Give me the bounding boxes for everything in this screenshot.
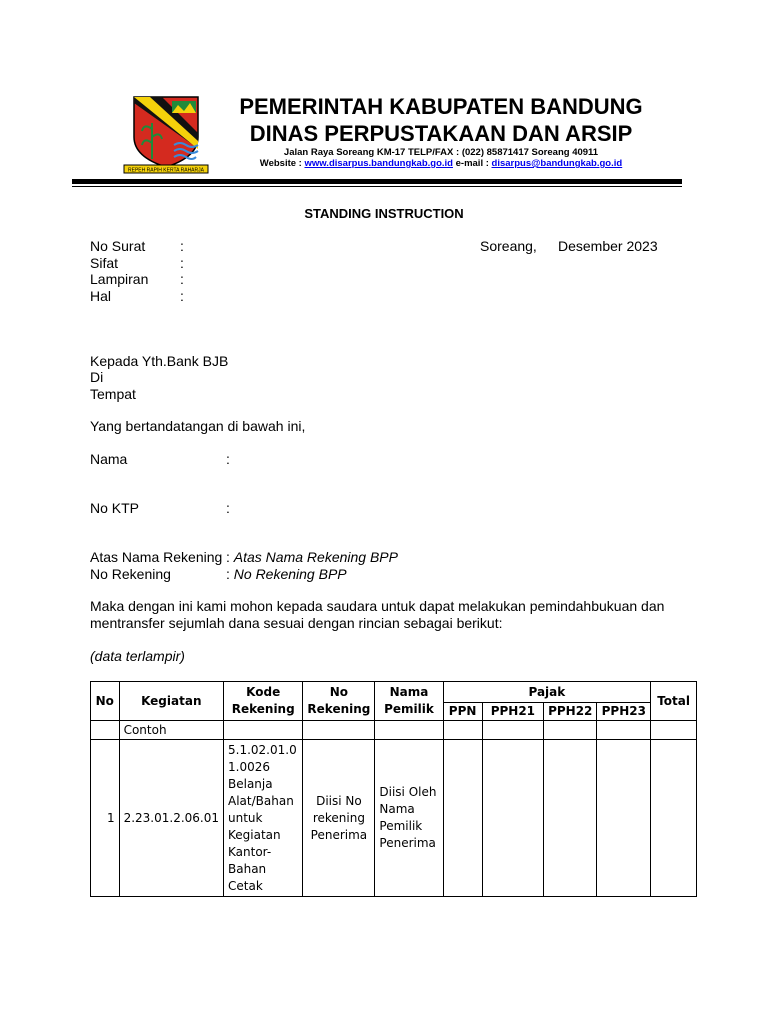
- col-header-pph22: PPH22: [544, 703, 597, 721]
- email-link[interactable]: disarpus@bandungkab.go.id: [491, 158, 623, 169]
- row-nama-pemilik: Diisi Oleh Nama Pemilik Penerima: [375, 740, 443, 897]
- col-header-kegiatan: Kegiatan: [119, 682, 223, 721]
- table-example-row: [91, 721, 697, 740]
- col-header-total: Total: [651, 682, 697, 721]
- website-link[interactable]: www.disarpus.bandungkab.go.id: [304, 158, 453, 169]
- atas-nama-colon: :: [226, 549, 230, 565]
- atas-nama-value: Atas Nama Rekening BPP: [233, 549, 398, 565]
- website-label: Website :: [259, 158, 305, 169]
- rincian-table: [90, 681, 697, 897]
- col-header-no-rekening: [303, 682, 375, 721]
- kode-line-1: Kode: [246, 685, 281, 699]
- row-pph22: [544, 740, 597, 897]
- ktp-label: No KTP: [90, 500, 140, 516]
- row-pph21: [482, 740, 543, 897]
- table-header-row-1: [91, 682, 697, 703]
- row-no: 1: [91, 740, 120, 897]
- no-rekening-row: [226, 566, 347, 583]
- row-kegiatan: 2.23.01.2.06.01: [119, 740, 223, 897]
- paragraph-line-2: mentransfer sejumlah dana sesuai dengan rincian sebagai berikut:: [90, 615, 503, 631]
- document-title: STANDING INSTRUCTION: [304, 206, 464, 221]
- header-divider-thick: [72, 179, 682, 184]
- no-rekening-label: No Rekening: [90, 566, 171, 582]
- example-label: Contoh: [119, 721, 223, 740]
- recipient-line-3: Tempat: [90, 386, 136, 402]
- lampiran-colon: :: [180, 271, 184, 287]
- letter-date: Desember 2023: [558, 238, 658, 254]
- col-header-no: No: [91, 682, 120, 721]
- kode-line-2: Rekening: [231, 702, 295, 716]
- logo-motto: REPEH RAPIH KERTA RAHARJA: [128, 167, 204, 174]
- hal-colon: :: [180, 288, 184, 304]
- atas-nama-row: [226, 549, 398, 566]
- letter-place: Soreang,: [480, 238, 537, 254]
- no-surat-colon: :: [180, 238, 184, 254]
- col-header-nama-pemilik: [375, 682, 443, 721]
- intro-text: Yang bertandatangan di bawah ini,: [90, 418, 306, 434]
- hal-label: Hal: [90, 288, 112, 304]
- nama-colon: :: [226, 451, 230, 467]
- col-header-kode-rekening: [224, 682, 303, 721]
- paragraph-line-1: Maka dengan ini kami mohon kepada saudara untuk dapat melakukan pemindahbukuan dan: [90, 598, 665, 614]
- nama-line-2: Pemilik: [384, 702, 434, 716]
- col-header-ppn: PPN: [443, 703, 482, 721]
- row-no-rekening: Diisi No rekening Penerima: [303, 740, 375, 897]
- col-header-pph23: PPH23: [597, 703, 651, 721]
- institution-contact: [218, 158, 664, 170]
- no-rekening-colon: :: [226, 566, 230, 582]
- institution-line-2: DINAS PERPUSTAKAAN DAN ARSIP: [249, 121, 633, 146]
- header-divider-thin: [72, 186, 682, 187]
- sifat-label: Sifat: [90, 255, 119, 271]
- sifat-colon: :: [180, 255, 184, 271]
- norek-line-1: No: [329, 685, 349, 699]
- recipient-line-2: Di: [90, 369, 104, 385]
- institution-line-1: PEMERINTAH KABUPATEN BANDUNG: [239, 94, 643, 119]
- lampiran-label: Lampiran: [90, 271, 149, 287]
- row-total: [651, 740, 697, 897]
- table-row: [91, 740, 697, 897]
- kabupaten-bandung-logo: [122, 93, 210, 177]
- recipient-line-1: Kepada Yth.Bank BJB: [90, 353, 229, 369]
- row-ppn: [443, 740, 482, 897]
- atas-nama-label: Atas Nama Rekening: [90, 549, 223, 565]
- nama-line-1: Nama: [389, 685, 429, 699]
- ktp-colon: :: [226, 500, 230, 516]
- col-header-pajak: Pajak: [443, 682, 651, 703]
- no-rekening-value: No Rekening BPP: [233, 566, 347, 582]
- email-label: e-mail :: [452, 158, 492, 169]
- norek-line-2: Rekening: [307, 702, 371, 716]
- attachment-note: (data terlampir): [90, 648, 185, 664]
- col-header-pph21: PPH21: [482, 703, 543, 721]
- row-kode-rekening: 5.1.02.01.0 1.0026 Belanja Alat/Bahan untuk Kegiatan Kantor- Bahan Cetak: [224, 740, 303, 897]
- nama-label: Nama: [90, 451, 128, 467]
- no-surat-label: No Surat: [90, 238, 146, 254]
- row-pph23: [597, 740, 651, 897]
- institution-address: Jalan Raya Soreang KM-17 TELP/FAX : (022) 85871417 Soreang 40911: [283, 147, 599, 158]
